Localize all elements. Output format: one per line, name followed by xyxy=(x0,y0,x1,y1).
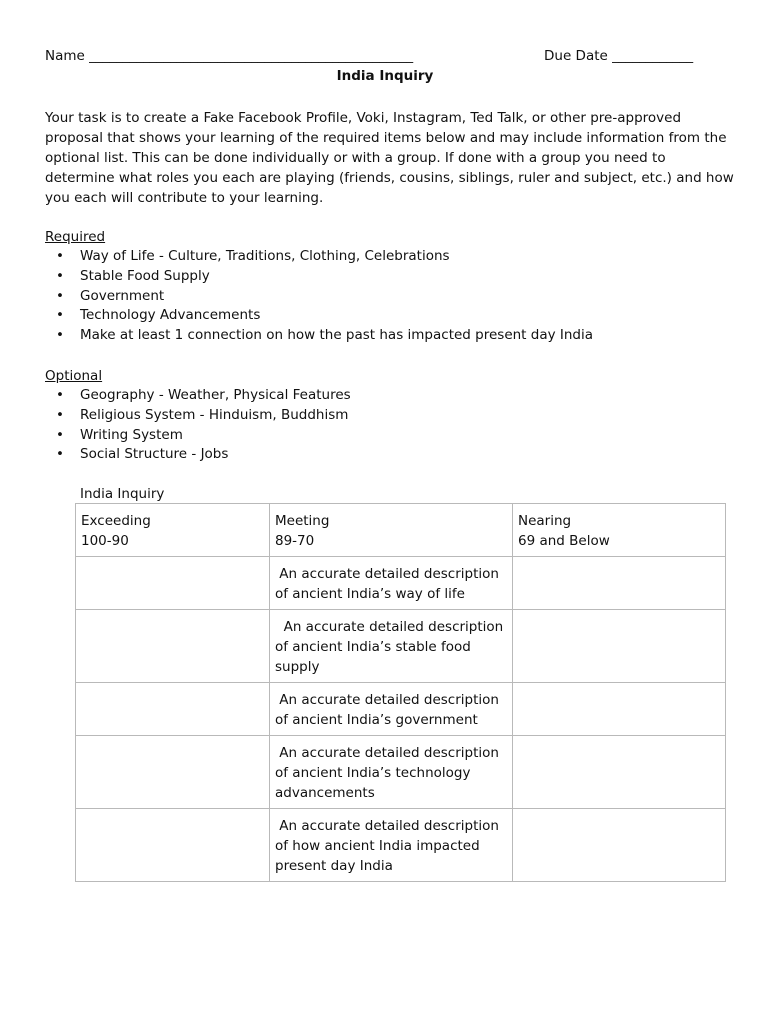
cell-nearing xyxy=(513,557,726,610)
optional-section xyxy=(45,366,695,465)
page-title: India Inquiry xyxy=(336,68,434,84)
list-item: • Social Structure - Jobs xyxy=(45,445,695,465)
due-date-field xyxy=(544,48,693,64)
required-section xyxy=(45,227,695,346)
table-row xyxy=(76,736,726,809)
cell-meeting: An accurate detailed description of how ancient India impacted present day India xyxy=(270,809,513,882)
name-label: Name xyxy=(45,48,85,64)
optional-list xyxy=(45,386,695,465)
due-date-label: Due Date xyxy=(544,48,608,64)
bullet-icon: • xyxy=(56,406,64,423)
task-paragraph: Your task is to create a Fake Facebook Profile, Voki, Instagram, Ted Talk, or other pre-approved proposal that shows your learning of the required items below and may include information from the optional list. This can be done individually or with a group. If done with a group you need to determine what roles you each are playing (friends, cousins, siblings, ruler and subject, etc.) and how you each will contribute to your learning. xyxy=(45,110,734,206)
table-row xyxy=(76,610,726,683)
required-heading: Required xyxy=(45,229,106,245)
cell-exceeding xyxy=(76,736,270,809)
table-row xyxy=(76,683,726,736)
list-item: • Technology Advancements xyxy=(45,306,695,326)
list-item: • Way of Life - Culture, Traditions, Clothing, Celebrations xyxy=(45,247,695,267)
rubric-table xyxy=(75,503,726,882)
list-item: • Geography - Weather, Physical Features xyxy=(45,386,695,406)
header-line xyxy=(45,48,725,68)
table-row xyxy=(76,809,726,882)
bullet-icon: • xyxy=(56,387,64,403)
cell-meeting: An accurate detailed description of ancient India’s stable food supply xyxy=(270,610,513,683)
cell-exceeding xyxy=(76,557,270,610)
list-item: • Make at least 1 connection on how the past has impacted present day India xyxy=(45,326,695,346)
bullet-icon: • xyxy=(56,267,64,284)
cell-exceeding xyxy=(76,683,270,736)
due-date-blank: ____________ xyxy=(612,48,694,64)
cell-meeting: An accurate detailed description of ancient India’s technology advancements xyxy=(270,736,513,809)
bullet-icon: • xyxy=(56,426,64,443)
cell-nearing xyxy=(513,610,726,683)
name-blank: ________________________________________________ xyxy=(89,48,414,64)
bullet-icon: • xyxy=(56,327,64,344)
rubric-caption: India Inquiry xyxy=(80,486,165,502)
cell-meeting: An accurate detailed description of ancient India’s way of life xyxy=(270,557,513,610)
cell-exceeding xyxy=(76,809,270,882)
required-list xyxy=(45,247,695,346)
list-item: • Religious System - Hinduism, Buddhism xyxy=(45,406,695,426)
table-header-row xyxy=(76,504,726,557)
list-item: • Writing System xyxy=(45,426,695,446)
cell-nearing xyxy=(513,809,726,882)
cell-nearing xyxy=(513,683,726,736)
cell-meeting: An accurate detailed description of ancient India’s government xyxy=(270,683,513,736)
name-field xyxy=(45,48,413,64)
header-exceeding: Exceeding 100-90 xyxy=(76,504,270,557)
list-item: • Government xyxy=(45,287,695,307)
bullet-icon: • xyxy=(56,248,64,264)
cell-nearing xyxy=(513,736,726,809)
header-nearing: Nearing 69 and Below xyxy=(513,504,726,557)
bullet-icon: • xyxy=(56,446,64,463)
optional-heading: Optional xyxy=(45,368,103,384)
cell-exceeding xyxy=(76,610,270,683)
table-row xyxy=(76,557,726,610)
bullet-icon: • xyxy=(56,287,64,304)
bullet-icon: • xyxy=(56,307,64,324)
list-item: • Stable Food Supply xyxy=(45,267,695,287)
header-meeting: Meeting 89-70 xyxy=(270,504,513,557)
